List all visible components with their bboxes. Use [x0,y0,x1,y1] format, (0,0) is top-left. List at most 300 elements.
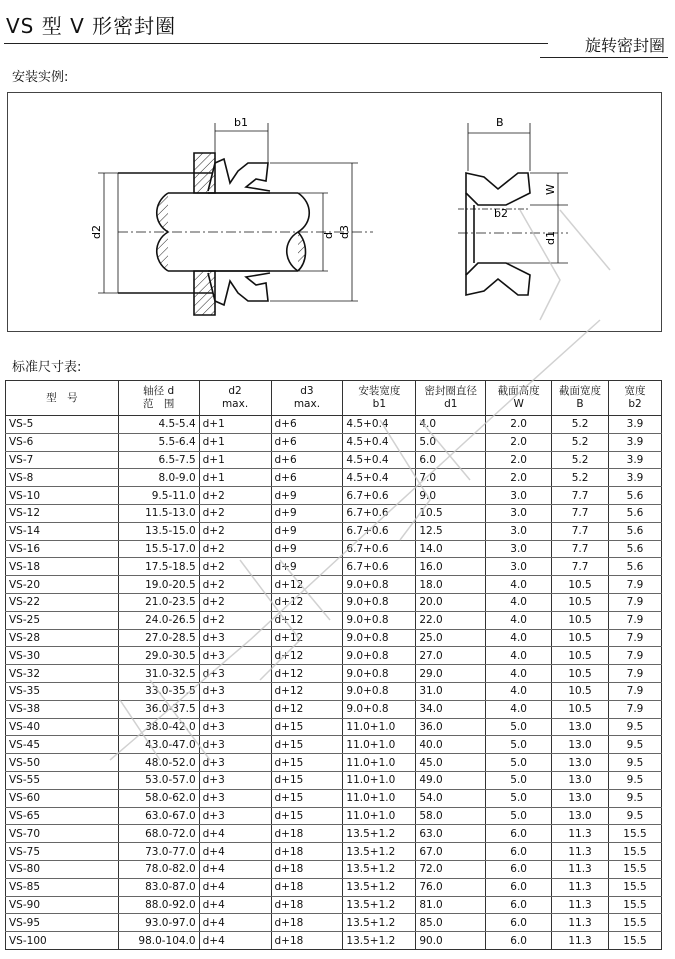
table-cell: d+9 [271,504,343,522]
column-header-symbol: B [576,398,584,410]
table-cell: d+12 [271,611,343,629]
table-cell: 6.0 [486,896,552,914]
table-cell: 3.9 [609,433,662,451]
table-cell: 13.0 [552,736,609,754]
column-header-name: 截面宽度 [559,385,602,397]
install-example-label: 安装实例: [12,70,69,85]
table-cell: 49.0 [416,771,486,789]
table-cell: 5.6 [609,522,662,540]
table-cell: 5.2 [552,433,609,451]
table-cell: VS-5 [6,416,119,434]
table-row [6,860,662,878]
table-row [6,665,662,683]
column-header-name: d3 [300,385,314,397]
table-cell: d+18 [271,878,343,896]
table-cell: d+2 [199,576,271,594]
table-cell: 38.0-42.0 [118,718,199,736]
table-cell: d+4 [199,932,271,950]
table-row [6,754,662,772]
column-header-name: 安装宽度 [358,385,401,397]
table-cell: VS-10 [6,487,119,505]
table-cell: 5.2 [552,451,609,469]
table-cell: d+18 [271,825,343,843]
table-cell: 4.5+0.4 [343,469,416,487]
table-cell: d+15 [271,754,343,772]
table-cell: 58.0 [416,807,486,825]
table-cell: d+3 [199,629,271,647]
table-cell: 13.0 [552,771,609,789]
table-cell: 78.0-82.0 [118,860,199,878]
column-header-name: d2 [228,385,242,397]
table-cell: 9.0+0.8 [343,611,416,629]
table-cell: 2.0 [486,416,552,434]
table-cell: 11.3 [552,896,609,914]
table-cell: d+2 [199,504,271,522]
column-header-6 [486,381,552,416]
table-cell: 11.0+1.0 [343,718,416,736]
table-cell: d+18 [271,843,343,861]
table-row [6,593,662,611]
table-cell: d+18 [271,932,343,950]
table-cell: 7.9 [609,593,662,611]
table-cell: 5.0 [486,789,552,807]
dim-d1: d1 [544,231,557,245]
table-cell: VS-18 [6,558,119,576]
table-row [6,807,662,825]
table-cell: d+4 [199,843,271,861]
table-cell: 15.5 [609,843,662,861]
table-cell: VS-80 [6,860,119,878]
table-cell: VS-50 [6,754,119,772]
table-cell: 14.0 [416,540,486,558]
table-cell: d+15 [271,807,343,825]
table-cell: d+9 [271,522,343,540]
table-cell: d+9 [271,540,343,558]
seal-cross-section [466,173,530,295]
table-cell: d+1 [199,451,271,469]
table-cell: d+15 [271,771,343,789]
table-cell: 31.0-32.5 [118,665,199,683]
table-cell: 16.0 [416,558,486,576]
table-cell: d+3 [199,700,271,718]
table-cell: VS-55 [6,771,119,789]
table-row [6,914,662,932]
column-header-8 [609,381,662,416]
column-header-7 [552,381,609,416]
table-cell: 40.0 [416,736,486,754]
table-cell: 3.0 [486,558,552,576]
table-cell: 7.7 [552,522,609,540]
table-cell: 19.0-20.5 [118,576,199,594]
table-cell: 13.5+1.2 [343,914,416,932]
table-cell: 11.0+1.0 [343,807,416,825]
table-row [6,469,662,487]
table-row [6,878,662,896]
table-cell: 11.3 [552,932,609,950]
table-cell: 7.7 [552,504,609,522]
table-cell: 6.7+0.6 [343,522,416,540]
table-cell: 27.0 [416,647,486,665]
table-cell: d+2 [199,540,271,558]
dim-B: B [496,116,504,129]
table-row [6,522,662,540]
table-cell: 6.0 [486,932,552,950]
table-cell: VS-100 [6,932,119,950]
table-cell: 4.0 [486,611,552,629]
table-row [6,718,662,736]
table-cell: d+6 [271,433,343,451]
column-header-3 [271,381,343,416]
table-cell: 4.0 [486,682,552,700]
table-cell: 10.5 [552,665,609,683]
table-cell: 45.0 [416,754,486,772]
dim-W: W [544,184,557,195]
table-cell: d+9 [271,487,343,505]
column-header-name: 密封圈直径 [424,385,478,397]
table-cell: VS-35 [6,682,119,700]
table-cell: 76.0 [416,878,486,896]
dim-b1: b1 [234,116,248,129]
table-cell: 4.0 [486,593,552,611]
column-header-symbol: max. [221,398,249,410]
table-cell: 63.0-67.0 [118,807,199,825]
table-cell: 10.5 [552,576,609,594]
table-cell: 2.0 [486,451,552,469]
table-cell: 7.9 [609,611,662,629]
table-cell: d+6 [271,469,343,487]
table-cell: 6.0 [416,451,486,469]
column-header-name: 截面高度 [497,385,540,397]
table-cell: 68.0-72.0 [118,825,199,843]
size-table-label: 标准尺寸表: [12,360,82,375]
table-cell: 9.5 [609,807,662,825]
table-cell: VS-90 [6,896,119,914]
table-cell: 9.0+0.8 [343,665,416,683]
table-cell: 93.0-97.0 [118,914,199,932]
table-cell: 29.0 [416,665,486,683]
table-header-row [6,381,662,416]
table-cell: d+12 [271,665,343,683]
table-cell: 9.0+0.8 [343,576,416,594]
table-cell: 4.0 [416,416,486,434]
table-cell: 9.5-11.0 [118,487,199,505]
table-cell: 36.0-37.5 [118,700,199,718]
table-cell: 10.5 [552,611,609,629]
table-cell: d+12 [271,700,343,718]
dim-d: d [322,232,335,239]
table-cell: 6.0 [486,825,552,843]
size-table [5,380,662,950]
table-cell: VS-16 [6,540,119,558]
table-cell: 5.5-6.4 [118,433,199,451]
table-cell: 36.0 [416,718,486,736]
table-cell: VS-30 [6,647,119,665]
table-cell: 4.5-5.4 [118,416,199,434]
table-cell: d+2 [199,593,271,611]
table-cell: 9.5 [609,754,662,772]
table-row [6,504,662,522]
table-cell: VS-22 [6,593,119,611]
table-cell: 3.9 [609,469,662,487]
table-cell: VS-32 [6,665,119,683]
table-cell: 4.0 [486,665,552,683]
table-cell: d+9 [271,558,343,576]
table-cell: VS-60 [6,789,119,807]
table-cell: 11.3 [552,878,609,896]
table-cell: d+18 [271,860,343,878]
table-cell: d+6 [271,416,343,434]
table-row [6,416,662,434]
table-cell: 72.0 [416,860,486,878]
table-row [6,700,662,718]
table-cell: VS-95 [6,914,119,932]
table-cell: 13.5+1.2 [343,878,416,896]
table-cell: 9.5 [609,789,662,807]
table-cell: 10.5 [552,682,609,700]
table-cell: d+3 [199,665,271,683]
table-row [6,932,662,950]
table-cell: d+18 [271,896,343,914]
table-row [6,629,662,647]
dim-b2: b2 [494,207,508,220]
table-cell: d+2 [199,611,271,629]
table-cell: d+1 [199,433,271,451]
column-header-symbol: W [513,398,524,410]
table-cell: d+6 [271,451,343,469]
table-cell: 13.5+1.2 [343,843,416,861]
table-cell: 5.6 [609,504,662,522]
category-subtitle: 旋转密封圈 [584,36,665,55]
table-cell: d+1 [199,416,271,434]
table-cell: d+3 [199,718,271,736]
table-cell: 98.0-104.0 [118,932,199,950]
table-cell: 20.0 [416,593,486,611]
table-cell: 15.5 [609,896,662,914]
table-cell: VS-20 [6,576,119,594]
table-cell: VS-70 [6,825,119,843]
page-title: VS 型 V 形密封圈 [6,14,177,38]
column-header-symbol: b2 [628,398,642,410]
table-cell: VS-40 [6,718,119,736]
table-cell: 5.6 [609,540,662,558]
table-cell: VS-8 [6,469,119,487]
table-cell: 12.5 [416,522,486,540]
table-cell: 6.7+0.6 [343,487,416,505]
table-cell: d+15 [271,736,343,754]
table-cell: d+1 [199,469,271,487]
table-cell: 9.0+0.8 [343,700,416,718]
installation-drawing [8,93,661,331]
table-cell: 33.0-35.5 [118,682,199,700]
table-cell: d+3 [199,789,271,807]
table-cell: d+3 [199,736,271,754]
dim-d2: d2 [90,225,103,239]
column-header-4 [343,381,416,416]
table-cell: 8.0-9.0 [118,469,199,487]
table-cell: 5.0 [486,754,552,772]
table-cell: 7.9 [609,647,662,665]
table-cell: 63.0 [416,825,486,843]
table-cell: 67.0 [416,843,486,861]
table-row [6,896,662,914]
table-cell: 13.5+1.2 [343,860,416,878]
table-cell: 10.5 [552,629,609,647]
table-cell: 4.0 [486,700,552,718]
table-cell: 15.5 [609,825,662,843]
table-row [6,576,662,594]
table-cell: 43.0-47.0 [118,736,199,754]
table-cell: 6.0 [486,914,552,932]
table-cell: 3.9 [609,416,662,434]
table-cell: d+12 [271,593,343,611]
table-cell: 4.0 [486,629,552,647]
table-cell: 48.0-52.0 [118,754,199,772]
table-cell: 21.0-23.5 [118,593,199,611]
table-cell: 6.7+0.6 [343,504,416,522]
table-cell: 11.0+1.0 [343,771,416,789]
table-cell: VS-25 [6,611,119,629]
table-cell: 7.9 [609,682,662,700]
table-cell: 9.0+0.8 [343,682,416,700]
title-rule [4,43,548,44]
table-cell: d+3 [199,647,271,665]
table-cell: 5.2 [552,469,609,487]
table-cell: 24.0-26.5 [118,611,199,629]
table-cell: d+4 [199,860,271,878]
table-cell: VS-38 [6,700,119,718]
table-cell: 11.0+1.0 [343,754,416,772]
table-cell: d+12 [271,647,343,665]
table-cell: d+4 [199,896,271,914]
table-cell: 6.0 [486,860,552,878]
table-cell: VS-7 [6,451,119,469]
table-cell: 3.0 [486,487,552,505]
table-cell: 5.6 [609,558,662,576]
table-cell: d+12 [271,682,343,700]
column-header-name: 型 号 [46,391,78,404]
table-cell: VS-12 [6,504,119,522]
column-header-name: 宽度 [624,385,646,397]
table-cell: 7.7 [552,558,609,576]
table-cell: 13.0 [552,789,609,807]
table-cell: 15.5 [609,878,662,896]
table-cell: 88.0-92.0 [118,896,199,914]
table-cell: 9.0+0.8 [343,629,416,647]
table-row [6,558,662,576]
table-cell: 9.0+0.8 [343,593,416,611]
table-cell: VS-65 [6,807,119,825]
table-cell: d+2 [199,487,271,505]
table-row [6,611,662,629]
table-cell: 11.3 [552,860,609,878]
table-cell: 10.5 [552,700,609,718]
table-cell: 25.0 [416,629,486,647]
table-cell: 5.2 [552,416,609,434]
table-cell: 13.0 [552,754,609,772]
table-cell: 53.0-57.0 [118,771,199,789]
table-cell: 9.5 [609,771,662,789]
table-cell: 4.5+0.4 [343,416,416,434]
table-cell: VS-14 [6,522,119,540]
v-seal-top [208,159,270,193]
table-cell: 17.5-18.5 [118,558,199,576]
table-cell: 4.0 [486,647,552,665]
table-cell: d+15 [271,789,343,807]
table-cell: 54.0 [416,789,486,807]
table-cell: 9.0+0.8 [343,647,416,665]
table-cell: 7.9 [609,576,662,594]
v-seal-bottom [208,271,270,305]
table-cell: 6.7+0.6 [343,558,416,576]
table-cell: 15.5 [609,932,662,950]
table-cell: 10.5 [552,593,609,611]
table-cell: VS-75 [6,843,119,861]
table-cell: 11.0+1.0 [343,736,416,754]
table-row [6,451,662,469]
table-cell: 18.0 [416,576,486,594]
table-cell: 5.0 [486,718,552,736]
column-header-2 [199,381,271,416]
table-cell: VS-85 [6,878,119,896]
table-cell: 4.5+0.4 [343,433,416,451]
table-cell: d+3 [199,771,271,789]
table-cell: 4.5+0.4 [343,451,416,469]
table-cell: 27.0-28.5 [118,629,199,647]
table-cell: 11.0+1.0 [343,789,416,807]
table-cell: 13.0 [552,718,609,736]
table-cell: 11.3 [552,914,609,932]
table-cell: 13.5+1.2 [343,932,416,950]
table-cell: 15.5 [609,860,662,878]
table-cell: 13.0 [552,807,609,825]
table-cell: 6.0 [486,878,552,896]
table-cell: 10.5 [552,647,609,665]
table-cell: 7.9 [609,665,662,683]
table-cell: 13.5+1.2 [343,825,416,843]
table-row [6,736,662,754]
table-cell: 5.0 [486,736,552,754]
column-header-symbol: b1 [372,398,387,410]
table-row [6,433,662,451]
table-cell: d+3 [199,754,271,772]
table-cell: d+4 [199,878,271,896]
table-cell: 13.5-15.0 [118,522,199,540]
table-cell: 73.0-77.0 [118,843,199,861]
table-cell: 9.5 [609,736,662,754]
table-cell: 6.5-7.5 [118,451,199,469]
column-header-5 [416,381,486,416]
table-cell: 10.5 [416,504,486,522]
column-header-symbol: max. [293,398,321,410]
table-cell: 5.6 [609,487,662,505]
table-cell: d+4 [199,825,271,843]
table-cell: 6.0 [486,843,552,861]
dim-d3: d3 [338,225,351,239]
table-cell: 5.0 [486,807,552,825]
table-cell: 2.0 [486,433,552,451]
table-cell: 5.0 [486,771,552,789]
table-cell: 13.5+1.2 [343,896,416,914]
table-cell: 6.7+0.6 [343,540,416,558]
table-cell: d+18 [271,914,343,932]
table-body [6,416,662,950]
table-row [6,487,662,505]
table-cell: 5.0 [416,433,486,451]
table-cell: 9.5 [609,718,662,736]
table-row [6,540,662,558]
table-row [6,647,662,665]
table-cell: 7.7 [552,540,609,558]
